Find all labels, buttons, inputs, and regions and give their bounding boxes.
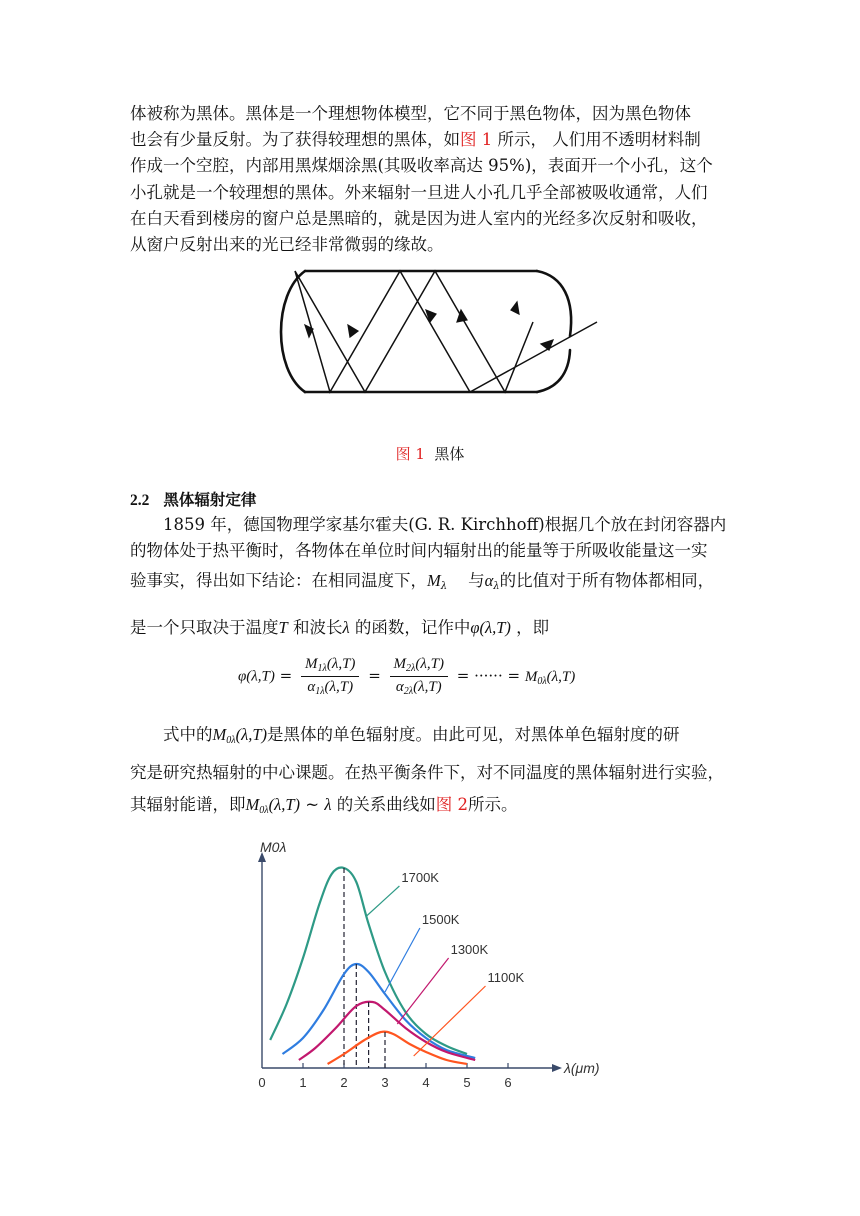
series-leader-1100K [414, 986, 486, 1056]
x-tick-label: 6 [504, 1075, 512, 1090]
text-line: 究是研究热辐射的中心课题。在热平衡条件下，对不同温度的黑体辐射进行实验， [130, 763, 724, 783]
series-line-1100K [328, 1032, 467, 1064]
section-number: 2.2 [130, 492, 150, 509]
ray-arrow [426, 310, 436, 322]
text-line: 1859 年，德国物理学家基尔霍夫(G. R. Kirchhoff)根据几个放在封闭容器内 [163, 515, 727, 534]
text-line: 作成一个空腔，内部用黑煤烟涂黑(其吸收率高达 95%)，表面开一个小孔，这个 [130, 156, 713, 176]
x-axis-label: λ(μm) [564, 1060, 600, 1076]
text-line: 是一个只取决于温度T 和波长λ 的函数，记作中φ(λ,T) ，即 [130, 617, 550, 637]
cavity-left-arc [281, 271, 305, 392]
section-heading [130, 488, 256, 510]
paragraph-spectrum [130, 722, 730, 825]
text-line: 在白天看到楼房的窗户总是黑暗的，就是因为进人室内的光经多次反射和吸收， [130, 208, 708, 228]
fraction: $\frac{M_{2\lambda}(\lambda,T)}{\alpha_{2\lambda}(\lambda,T)}$ [390, 656, 448, 697]
x-tick-label: 0 [258, 1075, 266, 1090]
paragraph-blackbody-intro [130, 101, 730, 258]
text-line: 的物体处于热平衡时，各物体在单位时间内辐射出的能量等于所吸收能量这一实 [130, 541, 708, 561]
x-tick-label: 2 [340, 1075, 348, 1090]
text-line: 从窗户反射出来的光已经非常微弱的缘故。 [130, 235, 444, 255]
blackbody-spectrum-chart [240, 838, 610, 1098]
figure-1-link[interactable]: 图 1 [460, 130, 493, 150]
series-line-1500K [283, 964, 476, 1058]
text-line: 其辐射能谱，即$M_{0\lambda}(\lambda,T)$ ~ λ 的关系曲线如图 2所示。 [130, 795, 518, 817]
ray-arrow [511, 302, 519, 314]
series-leader-1500K [385, 928, 420, 992]
series-label-1500K: 1500K [421, 912, 460, 927]
blackbody-cavity-diagram [265, 262, 605, 412]
series-leader-1700K [367, 886, 400, 916]
fraction: $\frac{M_{1\lambda}(\lambda,T)}{\alpha_{1\lambda}(\lambda,T)}$ [301, 656, 359, 697]
x-tick-label: 3 [381, 1075, 389, 1090]
ray-arrow [541, 340, 553, 350]
text-line: 式中的$M_{0\lambda}(\lambda,T)$是黑体的单色辐射度。由此可见，对黑体单色辐射度的研 [163, 725, 680, 746]
x-tick-label: 4 [422, 1075, 430, 1090]
paragraph-kirchhoff [130, 512, 730, 641]
text-line: 体被称为黑体。黑体是一个理想物体模型，它不同于黑色物体，因为黑色物体 [130, 104, 691, 123]
series-label-1700K: 1700K [401, 870, 439, 885]
x-tick-label: 1 [299, 1075, 307, 1090]
series-leader-1300K [397, 958, 448, 1024]
figure-1-caption: 图 1 黑体 [395, 445, 465, 463]
series-label-1300K: 1300K [450, 942, 489, 957]
text-line: 也会有少量反射。为了获得较理想的黑体，如图 1 所示， 人们用不透明材料制 [130, 130, 701, 150]
y-axis-label: M0λ [260, 839, 287, 855]
x-axis-arrow [552, 1064, 562, 1072]
series-label-1100K: 1100K [487, 970, 525, 985]
text-line: 小孔就是一个较理想的黑体。外来辐射一旦进人小孔几乎全部被吸收通常，人们 [130, 182, 708, 202]
figure-2-link[interactable]: 图 2 [435, 795, 469, 815]
figure-1-label: 图 1 [395, 445, 425, 463]
cavity-right-arc-lower [537, 350, 570, 392]
light-ray-path [295, 271, 597, 392]
section-title: 黑体辐射定律 [163, 491, 257, 509]
text-line: 验事实，得出如下结论：在相同温度下，$M_\lambda$ 与$\alpha_\lambda$的比值对于所有物体都相同， [130, 571, 715, 593]
x-tick-label: 5 [463, 1075, 471, 1090]
kirchhoff-formula: φ(λ,T) = $\frac{M_{1\lambda}(\lambda,T)}{\alpha_{1\lambda}(\lambda,T)}$ = $\frac{M_{2\lambda}(\lambda,T)}{\alpha_{2\lambda}(\lambda,T)}$ = ······ = $M_{0\lambda}(\lambda,T)$ [238, 656, 576, 697]
ray-arrow [348, 325, 358, 337]
cavity-right-arc-upper [537, 271, 571, 336]
